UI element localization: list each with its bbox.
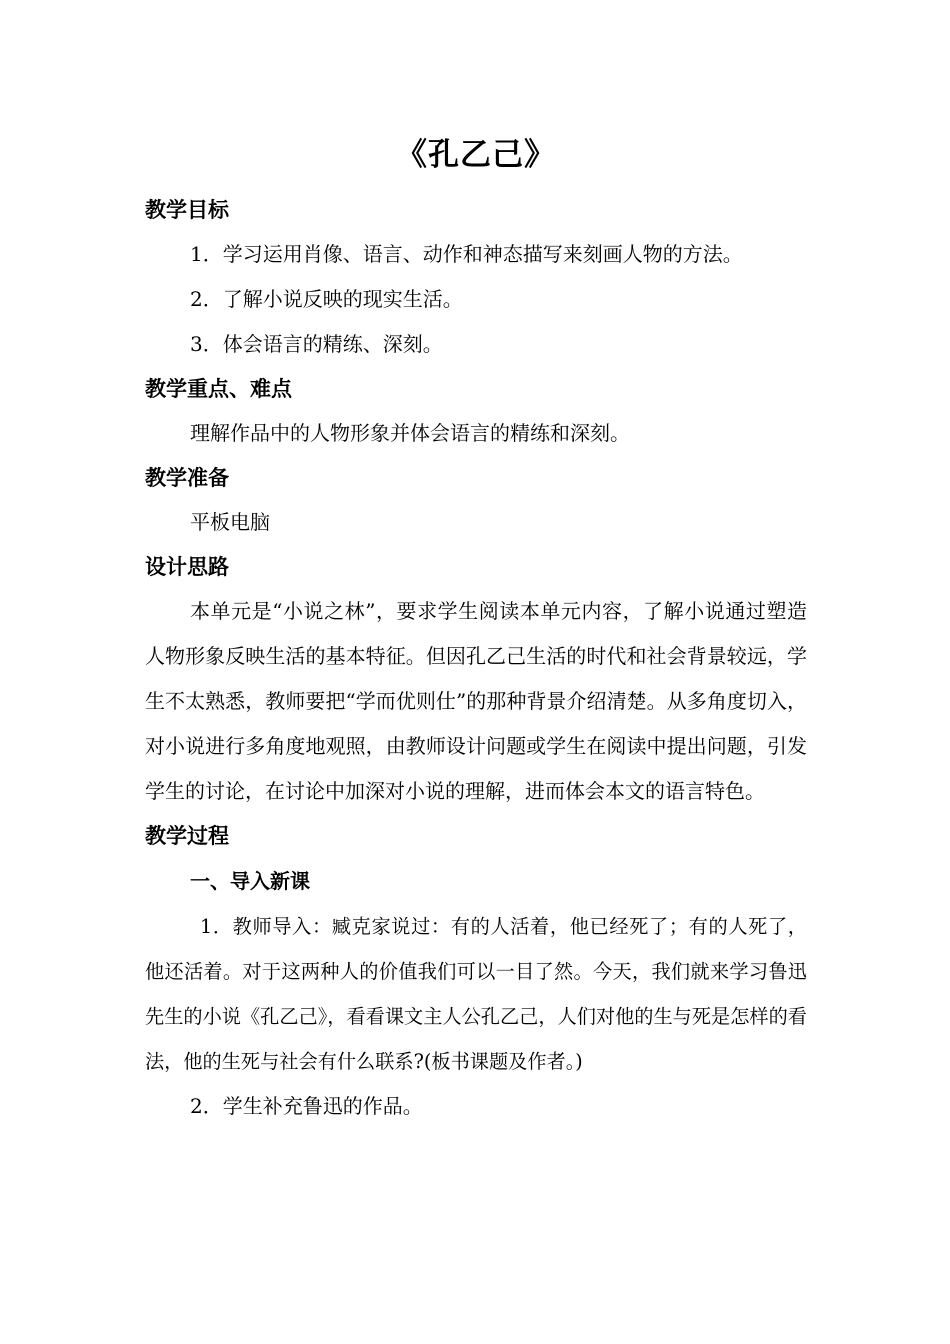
section-heading-preparation: 教学准备 (145, 465, 229, 490)
section-heading-objectives: 教学目标 (145, 197, 229, 222)
preparation-text: 平板电脑 (190, 510, 270, 534)
section-process (145, 814, 807, 1129)
design-paragraph: 本单元是“小说之林”，要求学生阅读本单元内容，了解小说通过塑造人物形象反映生活的基本特征。但因孔乙己生活的时代和社会背景较远，学生不太熟悉，教师要把“学而优则仕”的那种背景介绍清楚。从多角度切入，对小说进行多角度地观照，由教师设计问题或学生在阅读中提出问题，引发学生的讨论，在讨论中加深对小说的理解，进而体会本文的语言特色。 (145, 599, 807, 803)
section-heading-key-points: 教学重点、难点 (145, 376, 292, 401)
process-step-1: 1．教师导入：臧克家说过：有的人活着，他已经死了；有的人死了，他还活着。对于这两种人的价值我们可以一目了然。今天，我们就来学习鲁迅先生的小说《孔乙己》，看看课文主人公孔乙己，人们对他的生与死是怎样的看法，他的生死与社会有什么联系?(板书课题及作者。) (145, 915, 807, 1073)
objective-item-1: 1．学习运用肖像、语言、动作和神态描写来刻画人物的方法。 (190, 242, 743, 266)
document-title: 《孔乙己》 (396, 137, 556, 173)
process-subheading-intro: 一、导入新课 (190, 869, 310, 893)
process-step-2: 2．学生补充鲁迅的作品。 (190, 1094, 423, 1118)
section-preparation (145, 456, 807, 545)
section-heading-process: 教学过程 (145, 823, 229, 848)
key-points-text: 理解作品中的人物形象并体会语言的精练和深刻。 (190, 421, 630, 445)
section-heading-design: 设计思路 (145, 554, 229, 579)
section-design (145, 545, 807, 814)
section-objectives (145, 188, 807, 367)
section-key-points (145, 367, 807, 456)
objective-item-3: 3．体会语言的精练、深刻。 (190, 332, 443, 356)
objective-item-2: 2．了解小说反映的现实生活。 (190, 287, 463, 311)
document-page (145, 130, 807, 1129)
